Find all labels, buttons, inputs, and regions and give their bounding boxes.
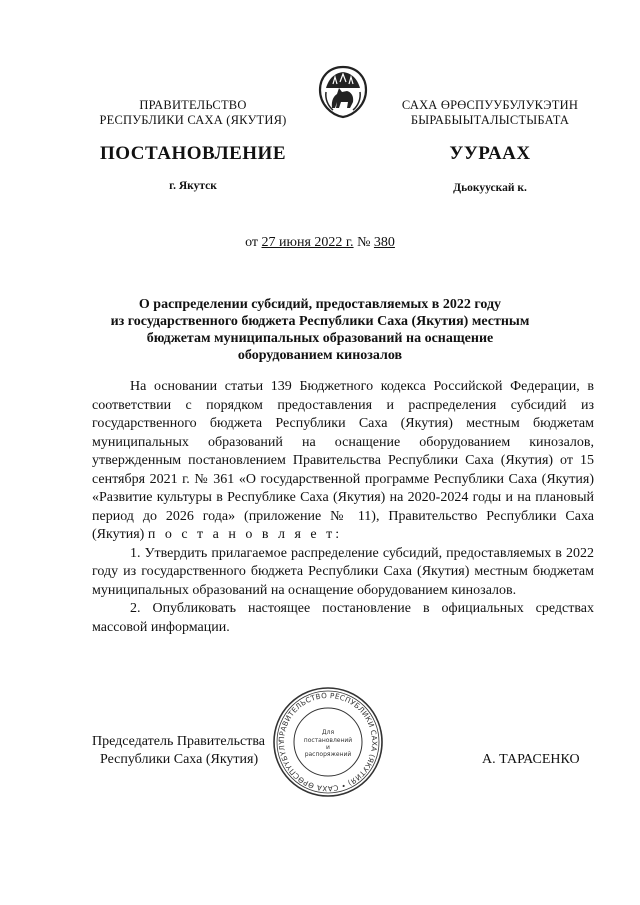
org-name-right-line2: БЫРАБЫЫТАЛЫСТЫБАТА: [410, 113, 570, 127]
date-prefix: от: [245, 235, 259, 250]
stamp-center-line: Для: [321, 729, 335, 736]
document-body: [92, 378, 594, 637]
date-value: 27 июня 2022 г.: [261, 235, 354, 250]
signatory-position-line1: Председатель Правительства: [92, 734, 265, 749]
org-name-left-line1: ПРАВИТЕЛЬСТВО: [139, 98, 247, 112]
stamp-center-line: распоряжений: [304, 751, 352, 758]
doc-type-right: УУРААХ: [449, 143, 531, 164]
signatory-position-line2: Республики Саха (Якутия): [100, 752, 259, 767]
org-name-right-line1: САХА ӨРӨСПУУБУЛУКЭТИН: [401, 98, 579, 112]
document-number: 380: [373, 235, 395, 250]
item-1-paragraph: 1. Утвердить прилагаемое распределение субсидий, предоставляемых в 2022 году из государственного бюджета Республики Саха (Якутия) местным бюджетам муниципальных образований на оснащение оборудованием кинозалов.: [92, 545, 594, 598]
title-line: из государственного бюджета Республики Саха (Якутия) местным: [110, 314, 530, 329]
doc-type-left: ПОСТАНОВЛЕНИЕ: [99, 143, 287, 164]
coat-of-arms-emblem: [315, 64, 371, 120]
stamp-ring-text: ПРАВИТЕЛЬСТВО РЕСПУБЛИКИ САХА (ЯКУТИЯ) • САХА ӨРӨСПҮҮБҮЛҮ: [276, 690, 380, 794]
item-2-paragraph: 2. Опубликовать настоящее постановление в официальных средствах массовой информации.: [92, 601, 594, 635]
stamp-center-line: постановлений: [303, 737, 353, 744]
org-name-left: [88, 98, 298, 128]
title-line: оборудованием кинозалов: [237, 348, 403, 363]
stamp-center-line: и: [326, 744, 330, 751]
preamble-text: На основании статьи 139 Бюджетного кодекса Российской Федерации, в соответствии с порядком предоставления и распределения субсидий из государственного бюджета Республики Саха (Якутия) местным бюджетам муниципальных образований на оснащение оборудованием кинозалов, утвержденным постановлением Правительства Республики Саха (Якутия) от 15 сентября 2021 г. № 361 «О государственной программе Республики Саха (Якутия) «Развитие культуры в Республике Саха (Якутия) на 2020-2024 годы и на плановый период до 2026 года» (приложение № 11), Правительство Республики Саха (Якутия): [92, 379, 594, 542]
org-name-right: [385, 98, 595, 128]
signatory-name: А. ТАРАСЕНКО: [482, 752, 580, 767]
title-line: бюджетам муниципальных образований на оснащение: [146, 331, 494, 346]
title-line: О распределении субсидий, предоставляемых в 2022 году: [138, 297, 502, 312]
org-name-left-line2: РЕСПУБЛИКИ САХА (ЯКУТИЯ): [99, 113, 287, 127]
date-line: [0, 235, 640, 251]
signatory-position: [92, 733, 265, 769]
number-sign: №: [357, 235, 371, 250]
resolves-phrase: п о с т а н о в л я е т:: [147, 527, 343, 542]
city-right: Дьокуускай к.: [453, 182, 527, 194]
preamble-paragraph: [92, 378, 594, 545]
document-title: [95, 296, 545, 364]
official-stamp: [272, 686, 384, 798]
city-left: г. Якутск: [169, 180, 217, 192]
